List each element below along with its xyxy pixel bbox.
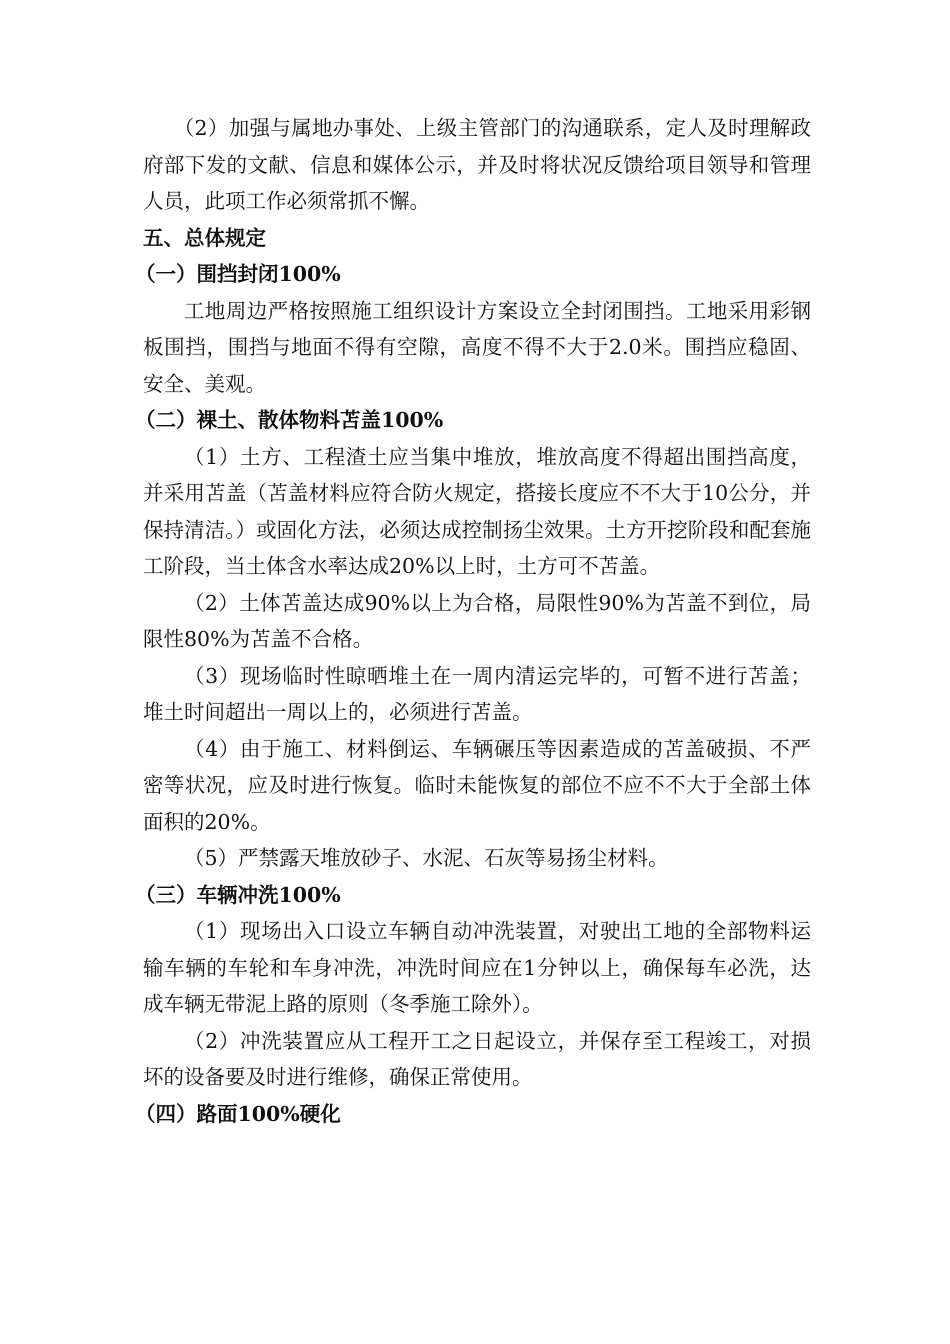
subheading-vehicle-wash: （三）车辆冲洗100% — [135, 882, 341, 907]
paragraph-vehicle-wash-1: （1）现场出入口设立车辆自动冲洗装置，对驶出工地的全部物料运输车辆的车轮和车身冲洗，冲洗时间应在1分钟以上，确保每车必洗，达成车辆无带泥上路的原则（冬季施工除外）。 — [143, 919, 811, 1016]
paragraph-communication: （2）加强与属地办事处、上级主管部门的沟通联系，定人及时理解政府部下发的文献、信息和媒体公示，并及时将状况反馈给项目领导和管理人员，此项工作必须常抓不懈。 — [143, 116, 811, 213]
subheading-soil-cover: （二）裸土、散体物料苫盖100% — [135, 408, 444, 432]
subheading-road-hardening: （四）路面100%硬化 — [135, 1101, 341, 1126]
paragraph-vehicle-wash-2: （2）冲洗装置应从工程开工之日起设立，并保存至工程竣工，对损坏的设备要及时进行维修，确保正常使用。 — [143, 1028, 811, 1089]
section-heading-general-rules: 五、总体规定 — [143, 225, 266, 250]
paragraph-soil-cover-2: （2）土体苫盖达成90%以上为合格，局限性90%为苫盖不到位，局限性80%为苫盖不合格。 — [143, 590, 811, 651]
document-page — [135, 110, 811, 1132]
paragraph-soil-cover-5: （5）严禁露天堆放砂子、水泥、石灰等易扬尘材料。 — [184, 846, 669, 870]
paragraph-soil-cover-1: （1）土方、工程渣土应当集中堆放，堆放高度不得超出围挡高度，并采用苫盖（苫盖材料应符合防火规定，搭接长度应不不大于10公分，并保持清洁。）或固化方法，必须达成控制扬尘效果。土方开挖阶段和配套施工阶段，当土体含水率达成20%以上时，土方可不苫盖。 — [143, 444, 811, 578]
paragraph-enclosure: 工地周边严格按照施工组织设计方案设立全封闭围挡。工地采用彩钢板围挡，围挡与地面不得有空隙，高度不得不大于2.0米。围挡应稳固、安全、美观。 — [143, 298, 811, 396]
paragraph-soil-cover-4: （4）由于施工、材料倒运、车辆碾压等因素造成的苫盖破损、不严密等状况，应及时进行恢复。临时未能恢复的部位不应不不大于全部土体面积的20%。 — [143, 736, 811, 834]
subheading-enclosure: （一）围挡封闭100% — [135, 262, 341, 286]
paragraph-soil-cover-3: （3）现场临时性晾晒堆土在一周内清运完毕的，可暂不进行苫盖；堆土时间超出一周以上的，必须进行苫盖。 — [143, 663, 811, 724]
